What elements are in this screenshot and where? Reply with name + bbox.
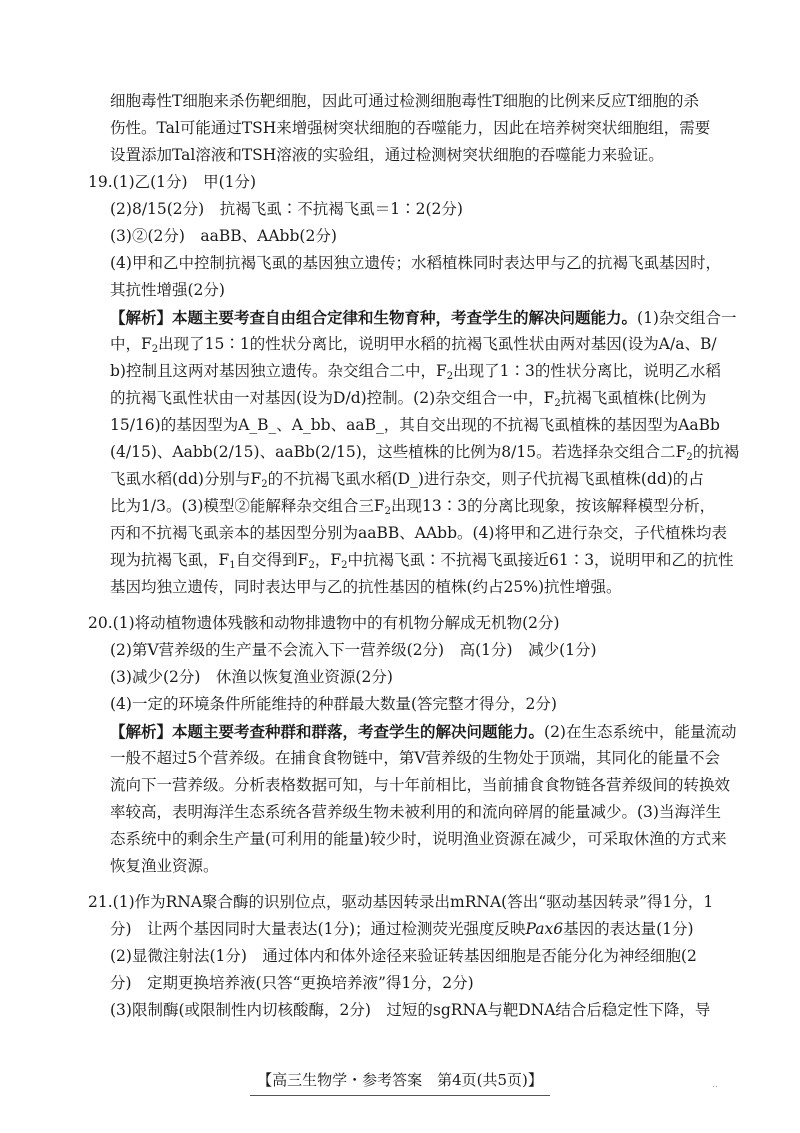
intro-line-1: 细胞毒性T细胞来杀伤靶细胞，因此可通过检测细胞毒性T细胞的比例来反应T细胞的杀 bbox=[110, 92, 700, 110]
q19-a1: (1)乙(1分) 甲(1分) bbox=[112, 173, 257, 191]
q19-analysis-line-7: 飞虱水稻(dd)分别与$F_2$的不抗褐飞虱水稻(D_)进行杂交，则子代抗褐飞虱植株(dd)的占 bbox=[110, 470, 704, 490]
q21-number: 21. bbox=[88, 893, 113, 911]
q21-answer-2-line-1: (2)显微注射法(1分) 通过体内和体外途径来验证转基因细胞是否能分化为神经细胞(2 bbox=[110, 947, 697, 965]
q19-analysis-line-1 bbox=[110, 304, 737, 332]
q19-analysis-line-9: 丙和不抗褐飞虱亲本的基因型分别为aaBB、AAbb。(4)将甲和乙进行杂交，子代植株均表 bbox=[110, 524, 727, 542]
q19-analysis-line-2: 中，$F_2$出现了15∶1的性状分离比，说明甲水稻的抗褐飞虱性状由两对基因(设为A/a、B/ bbox=[110, 335, 717, 355]
q19-analysis-line-11: 基因均独立遗传，同时表达甲与乙的抗性基因的植株(约占25%)抗性增强。 bbox=[110, 578, 622, 596]
q19-answer-4-line-2: 其抗性增强(2分) bbox=[110, 281, 225, 299]
footer-rule bbox=[250, 1095, 550, 1096]
q20-answer-2: (2)第Ⅴ营养级的生产量不会流入下一营养级(2分) 高(1分) 减少(1分) bbox=[110, 641, 597, 659]
q20-analysis-line-4: 率较高，表明海洋生态系统各营养级生物未被利用的和流向碎屑的能量减少。(3)当海洋生 bbox=[110, 803, 721, 821]
corner-mark: ‥ bbox=[712, 1080, 719, 1090]
q20-analysis-line-3: 流向下一营养级。分析表格数据可知，与十年前相比，当前捕食食物链各营养级间的转换效 bbox=[110, 776, 731, 794]
q19-answer-2: (2)8/15(2分) 抗褐飞虱∶不抗褐飞虱＝1∶2(2分) bbox=[110, 200, 463, 218]
q21-a1-l2b: 基因的表达量(1分) bbox=[563, 920, 694, 938]
q20-analysis-head: 【解析】本题主要考查种群和群落，考查学生的解决问题能力。 bbox=[110, 722, 545, 741]
q19-analysis-head: 【解析】本题主要考查自由组合定律和生物育种，考查学生的解决问题能力。 bbox=[110, 308, 638, 327]
q20-a1: (1)将动植物遗体残骸和动物排遗物中的有机物分解成无机物(2分) bbox=[112, 614, 560, 632]
q21-answer-1-line-2 bbox=[110, 916, 730, 943]
q20-analysis-line-5: 态系统中的剩余生产量(可利用的能量)较少时，说明渔业资源在减少，可采取休渔的方式来 bbox=[110, 830, 727, 848]
q20-analysis-line-1 bbox=[110, 718, 737, 746]
q19-analysis-line-3: b)控制且这两对基因独立遗传。杂交组合二中，$F_2$出现了1∶3的性状分离比，说明乙水稻 bbox=[110, 362, 721, 382]
q21-a1-l1: (1)作为RNA聚合酶的识别位点，驱动基因转录出mRNA(答出“驱动基因转录”得1分，1 bbox=[112, 893, 714, 911]
q20-number: 20. bbox=[88, 614, 113, 632]
q19-analysis-line-6: (4/15)、Aabb(2/15)、aaBb(2/15)，这些植株的比例为8/15。若选择杂交组合二$F_2$的抗褐 bbox=[110, 443, 740, 463]
q19-answer-1 bbox=[88, 169, 708, 196]
q19-analysis-line-8: 比为1/3。(3)模型②能解释杂交组合三$F_2$出现13∶3的分离比现象，按该解释模型分析， bbox=[110, 497, 716, 517]
q21-a1-l2a: 分) 让两个基因同时大量表达(1分)；通过检测荧光强度反映 bbox=[110, 920, 526, 938]
q19-analysis-line-5: 15/16)的基因型为A_B_、A_bb、aaB_，其自交出现的不抗褐飞虱植株的基因型为AaBb bbox=[110, 416, 720, 434]
q19-analysis-text: (1)杂交组合一 bbox=[637, 309, 737, 327]
q19-analysis-line-4: 的抗褐飞虱性状由一对基因(设为D/d)控制。(2)杂交组合一中，$F_2$抗褐飞虱植株(比例为 bbox=[110, 389, 707, 409]
page-footer: 【高三生物学・参考答案 第4页(共5页)】 bbox=[257, 1071, 543, 1089]
q21-gene-name: Pax6 bbox=[525, 920, 564, 938]
q20-analysis-line-6: 恢复渔业资源。 bbox=[110, 857, 219, 875]
q21-answer-2-line-2: 分) 定期更换培养液(只答“更换培养液”得1分，2分) bbox=[110, 974, 474, 992]
q19-answer-3: (3)②(2分) aaBB、AAbb(2分) bbox=[110, 227, 337, 245]
q20-answer-4: (4)一定的环境条件所能维持的种群最大数量(答完整才得分，2分) bbox=[110, 695, 557, 713]
intro-line-3: 设置添加Tal溶液和TSH溶液的实验组，通过检测树突状细胞的吞噬能力来验证。 bbox=[110, 146, 664, 164]
q20-analysis-text: (2)在生态系统中，能量流动 bbox=[544, 723, 737, 741]
q21-answer-1-line-1 bbox=[88, 889, 714, 916]
q21-answer-3: (3)限制酶(或限制性内切核酸酶，2分) 过短的sgRNA与靶DNA结合后稳定性下降，导 bbox=[110, 1001, 711, 1019]
intro-line-2: 伤性。Tal可能通过TSH来增强树突状细胞的吞噬能力，因此在培养树突状细胞组，需要 bbox=[110, 119, 711, 137]
q19-number: 19. bbox=[88, 173, 113, 191]
q19-analysis-line-10: 现为抗褐飞虱，$F_1$自交得到$F_2$，$F_2$中抗褐飞虱∶不抗褐飞虱接近61∶3，说明甲和乙的抗性 bbox=[110, 551, 734, 571]
q20-answer-3: (3)减少(2分) 休渔以恢复渔业资源(2分) bbox=[110, 668, 393, 686]
q20-analysis-line-2: 一般不超过5个营养级。在捕食食物链中，第Ⅴ营养级的生物处于顶端，其同化的能量不会 bbox=[110, 749, 721, 767]
q20-answer-1 bbox=[88, 610, 708, 637]
q19-answer-4-line-1: (4)甲和乙中控制抗褐飞虱的基因独立遗传；水稻植株同时表达甲与乙的抗褐飞虱基因时， bbox=[110, 254, 721, 272]
